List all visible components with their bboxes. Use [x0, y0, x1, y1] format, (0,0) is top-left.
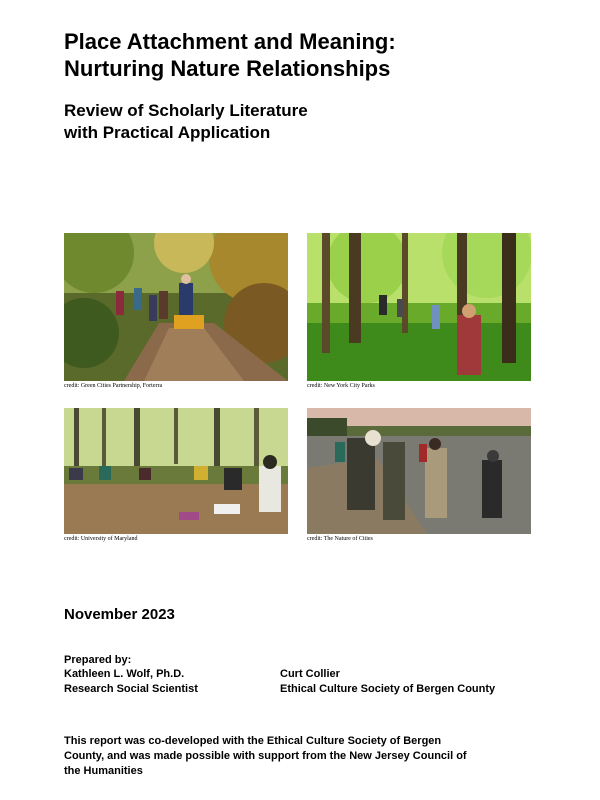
subtitle-line-2: with Practical Application: [64, 123, 271, 142]
acknowledgement-line-3: the Humanities: [64, 765, 143, 777]
document-subtitle: [64, 100, 564, 144]
document-title: [64, 28, 564, 82]
acknowledgement-note: [64, 734, 544, 779]
photo-forest-trail-volunteers: [64, 233, 288, 381]
prepared-by-label: Prepared by:: [64, 654, 132, 666]
author-2-role: Ethical Culture Society of Bergen County: [280, 683, 496, 695]
photo-credit-4: credit: The Nature of Cities: [307, 536, 373, 542]
photo-credit-1: credit: Green Cities Partnership, Forterra: [64, 383, 163, 389]
publication-date: November 2023: [64, 606, 175, 623]
subtitle-line-1: Review of Scholarly Literature: [64, 101, 308, 120]
photo-students-in-woods: [64, 408, 288, 534]
author-2: [280, 667, 495, 697]
author-1-role: Research Social Scientist: [64, 683, 198, 695]
title-line-1: Place Attachment and Meaning:: [64, 29, 396, 54]
photo-credit-3: credit: University of Maryland: [64, 536, 138, 542]
photo-green-forest-walk: [307, 233, 531, 381]
photo-credit-2: credit: New York City Parks: [307, 383, 375, 389]
photo-waterside-waders: [307, 408, 531, 534]
author-1-name: Kathleen L. Wolf, Ph.D.: [64, 668, 185, 680]
title-line-2: Nurturing Nature Relationships: [64, 56, 391, 81]
acknowledgement-line-1: This report was co-developed with the Ethical Culture Society of Bergen: [64, 735, 442, 747]
author-1: [64, 667, 198, 697]
acknowledgement-line-2: County, and was made possible with support from the New Jersey Council of: [64, 750, 467, 762]
author-2-name: Curt Collier: [280, 668, 340, 680]
